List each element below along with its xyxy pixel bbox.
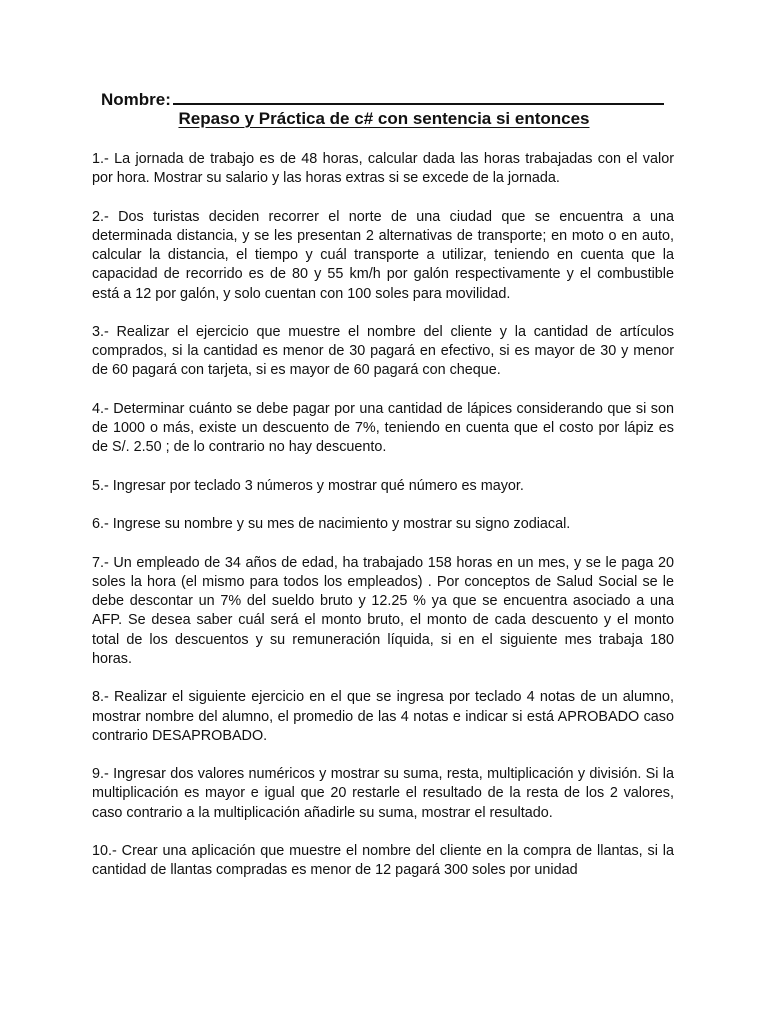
exercise-list [92, 150, 674, 900]
exercise-10: 10.- Crear una aplicación que muestre el nombre del cliente en la compra de llantas, si la cantidad de llantas compradas es menor de 12 pagará 300 soles por unidad [92, 843, 674, 879]
document-title: Repaso y Práctica de c# con sentencia si entonces [178, 109, 590, 128]
exercise-8: 8.- Realizar el siguiente ejercicio en el que se ingresa por teclado 4 notas de un alumno, mostrar nombre del alumno, el promedio de las 4 notas e indicar si está APROBADO caso contrario DESAPROBADO. [92, 689, 674, 744]
exercise-2: 2.- Dos turistas deciden recorrer el norte de una ciudad que se encuentra a una determinada distancia, y se les presentan 2 alternativas de transporte; en moto o en auto, calcular la distancia, el tiempo y cuál transporte a utilizar, teniendo en cuenta que la capacidad de recorrido es de 80 y 55 km/h por galón respectivamente y el combustible está a 12 por galón, y solo cuentan con 100 soles para movilidad. [92, 208, 674, 302]
exercise-1: 1.- La jornada de trabajo es de 48 horas, calcular dada las horas trabajadas con el valor por hora. Mostrar su salario y las horas extras si se excede de la jornada. [92, 151, 674, 187]
exercise-9: 9.- Ingresar dos valores numéricos y mostrar su suma, resta, multiplicación y división. Si la multiplicación es mayor e igual que 20 restarle el resultado de la resta de los 2 valores, caso contrario a la multiplicación añadirle su suma, mostrar el resultado. [92, 766, 674, 821]
exercise-6: 6.- Ingrese su nombre y su mes de nacimiento y mostrar su signo zodiacal. [92, 516, 571, 533]
name-label: Nombre: [101, 90, 171, 109]
exercise-3: 3.- Realizar el ejercicio que muestre el nombre del cliente y la cantidad de artículos comprados, si la cantidad es menor de 30 pagará en efectivo, si es mayor de 30 y menor de 60 pagará con tarjeta, si es mayor de 60 pagará con cheque. [92, 324, 674, 379]
exercise-7: 7.- Un empleado de 34 años de edad, ha trabajado 158 horas en un mes, y se le paga 20 soles la hora (el mismo para todos los empleados) . Por conceptos de Salud Social se le debe descontar un 7% del sueldo bruto y 12.25 % ya que se encuentra asociado a una AFP. Se desea saber cuál será el monto bruto, el monto de cada descuento y el monto total de los descuentos y su remuneración líquida, si en el siguiente mes trabaja 180 horas. [92, 554, 674, 667]
exercise-5: 5.- Ingresar por teclado 3 números y mostrar qué número es mayor. [92, 477, 524, 494]
exercise-4: 4.- Determinar cuánto se debe pagar por una cantidad de lápices considerando que si son de 1000 o más, existe un descuento de 7%, teniendo en cuenta que el costo por lápiz es de S/. 2.50 ; de lo contrario no hay descuento. [92, 400, 674, 456]
name-blank-line [173, 86, 664, 105]
